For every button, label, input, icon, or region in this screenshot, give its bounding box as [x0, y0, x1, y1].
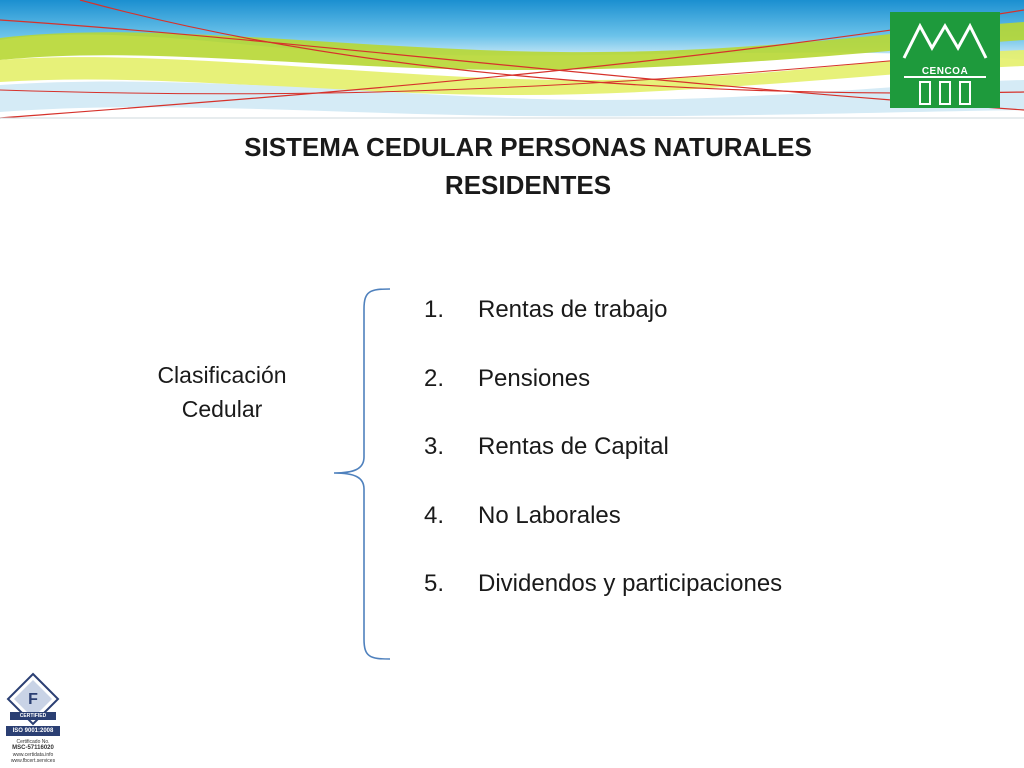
item-number: 3. — [424, 433, 445, 460]
item-number: 5. — [424, 570, 445, 597]
title-line-1: SISTEMA CEDULAR PERSONAS NATURALES — [244, 132, 812, 162]
cert-badge-text: CERTIFIED — [19, 713, 47, 719]
item-number: 2. — [424, 364, 445, 392]
logo-text: CENCOA — [921, 66, 969, 77]
item-label: No Laborales — [478, 501, 621, 529]
list-item — [424, 498, 782, 567]
cert-code: MSC-57116020 — [12, 745, 54, 751]
item-number: 4. — [424, 501, 445, 529]
item-label: Dividendos y participaciones — [478, 570, 783, 597]
svg-text:F: F — [28, 691, 38, 708]
cencoa-logo — [890, 12, 1000, 108]
cert-line-1: Certificado No. — [16, 739, 50, 745]
item-label: Pensiones — [478, 364, 591, 392]
list-item — [424, 292, 782, 361]
list-item — [424, 361, 782, 430]
title-line-2: RESIDENTES — [444, 170, 612, 200]
list-item — [424, 429, 782, 498]
header-decoration — [0, 0, 1024, 130]
list-item — [424, 566, 782, 635]
item-label: Rentas de Capital — [478, 433, 669, 460]
cert-standard: ISO 9001:2008 — [6, 726, 60, 736]
page-title — [200, 128, 856, 204]
classification-line-2: Cedular — [181, 396, 263, 422]
item-label: Rentas de trabajo — [478, 296, 668, 323]
classification-label — [130, 358, 314, 426]
cert-url-2: www.fbcert.services — [10, 758, 56, 764]
item-number: 1. — [424, 296, 445, 323]
curly-brace — [330, 285, 400, 663]
classification-list — [424, 292, 782, 635]
classification-line-1: Clasificación — [157, 362, 287, 388]
cert-url-1: www.certidata.info — [12, 752, 54, 758]
